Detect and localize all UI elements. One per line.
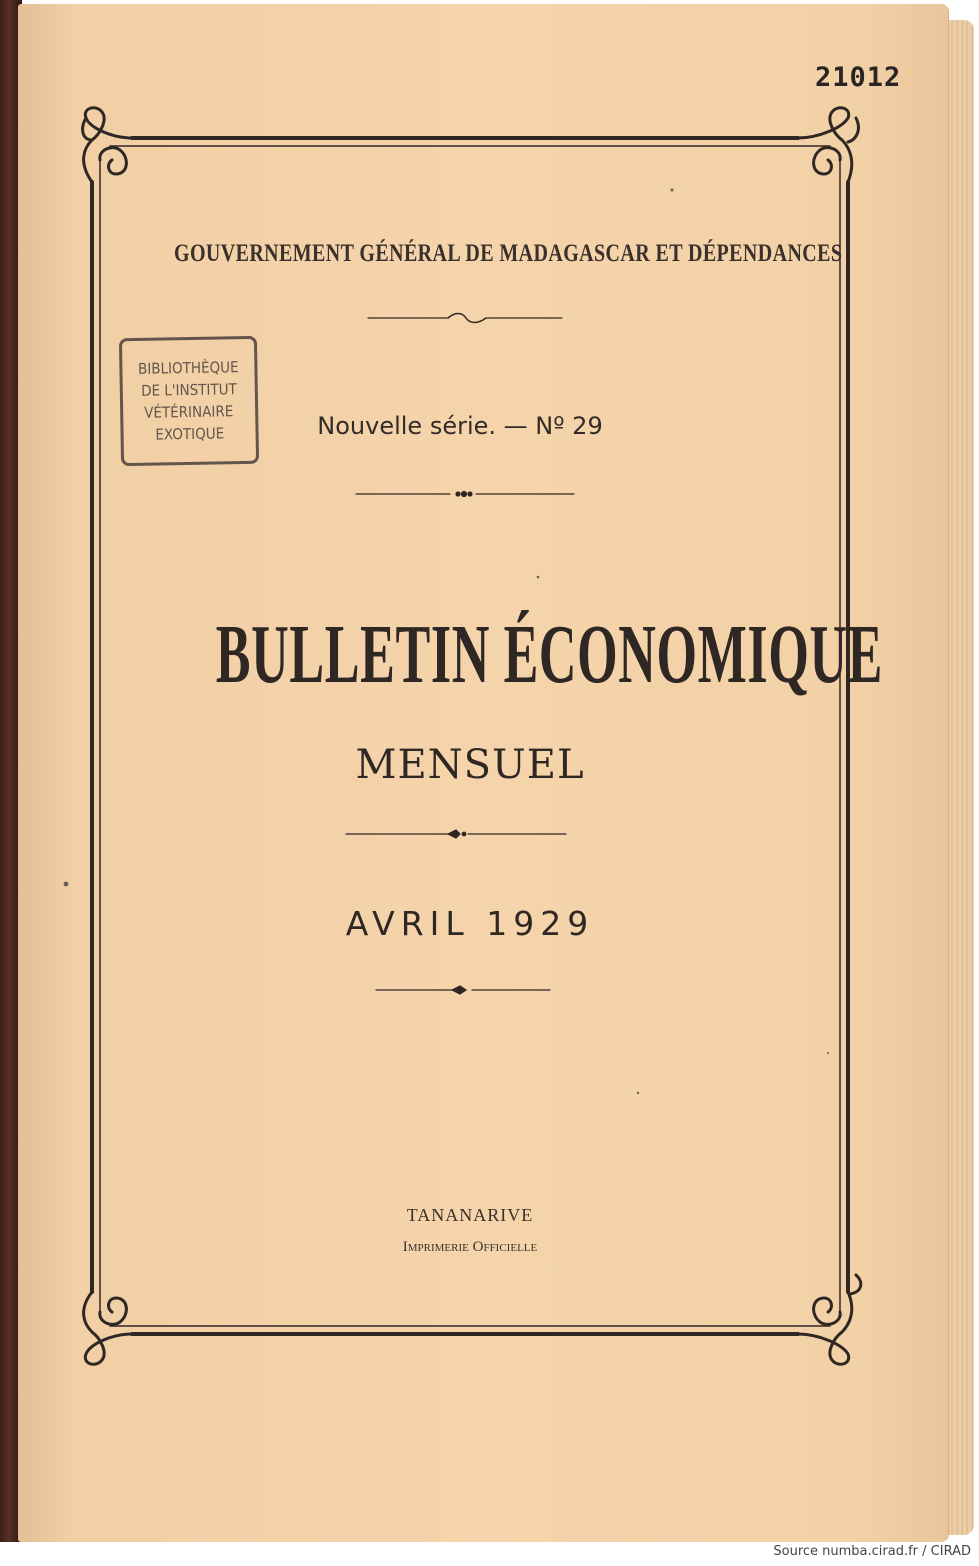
fleuron-rule-4: [376, 986, 550, 994]
series-number: Nouvelle série. — Nº 29: [317, 412, 603, 440]
printer-name: Imprimerie Officielle: [402, 1239, 538, 1255]
fleuron-rule-3: [346, 830, 566, 838]
stamp-line-2: DE L'INSTITUT: [140, 380, 237, 400]
bulletin-subtitle: MENSUEL: [355, 742, 585, 788]
corner-ornament-top-right: [798, 108, 858, 182]
stamp-line-4: EXOTIQUE: [155, 424, 225, 444]
issue-date: AVRIL 1929: [345, 904, 595, 943]
publication-city: TANANARIVE: [406, 1205, 534, 1225]
corner-ornament-top-left: [83, 108, 132, 182]
fleuron-rule-2: [356, 492, 574, 497]
fleuron-rule-1: [368, 314, 562, 323]
source-caption: Source numba.cirad.fr / CIRAD: [773, 1544, 971, 1559]
stamp-line-3: VÉTÉRINAIRE: [144, 402, 234, 422]
corner-ornament-bottom-left: [84, 1292, 132, 1364]
government-heading: GOUVERNEMENT GÉNÉRAL DE MADAGASCAR ET DÉPENDANCES: [174, 240, 843, 267]
stamp-line-1: BIBLIOTHÈQUE: [137, 358, 239, 378]
corner-ornament-bottom-right: [798, 1275, 861, 1364]
bulletin-title: BULLETIN ÉCONOMIQUE: [215, 608, 884, 701]
library-stamp: [119, 336, 259, 466]
inventory-number: 21012: [815, 62, 902, 93]
